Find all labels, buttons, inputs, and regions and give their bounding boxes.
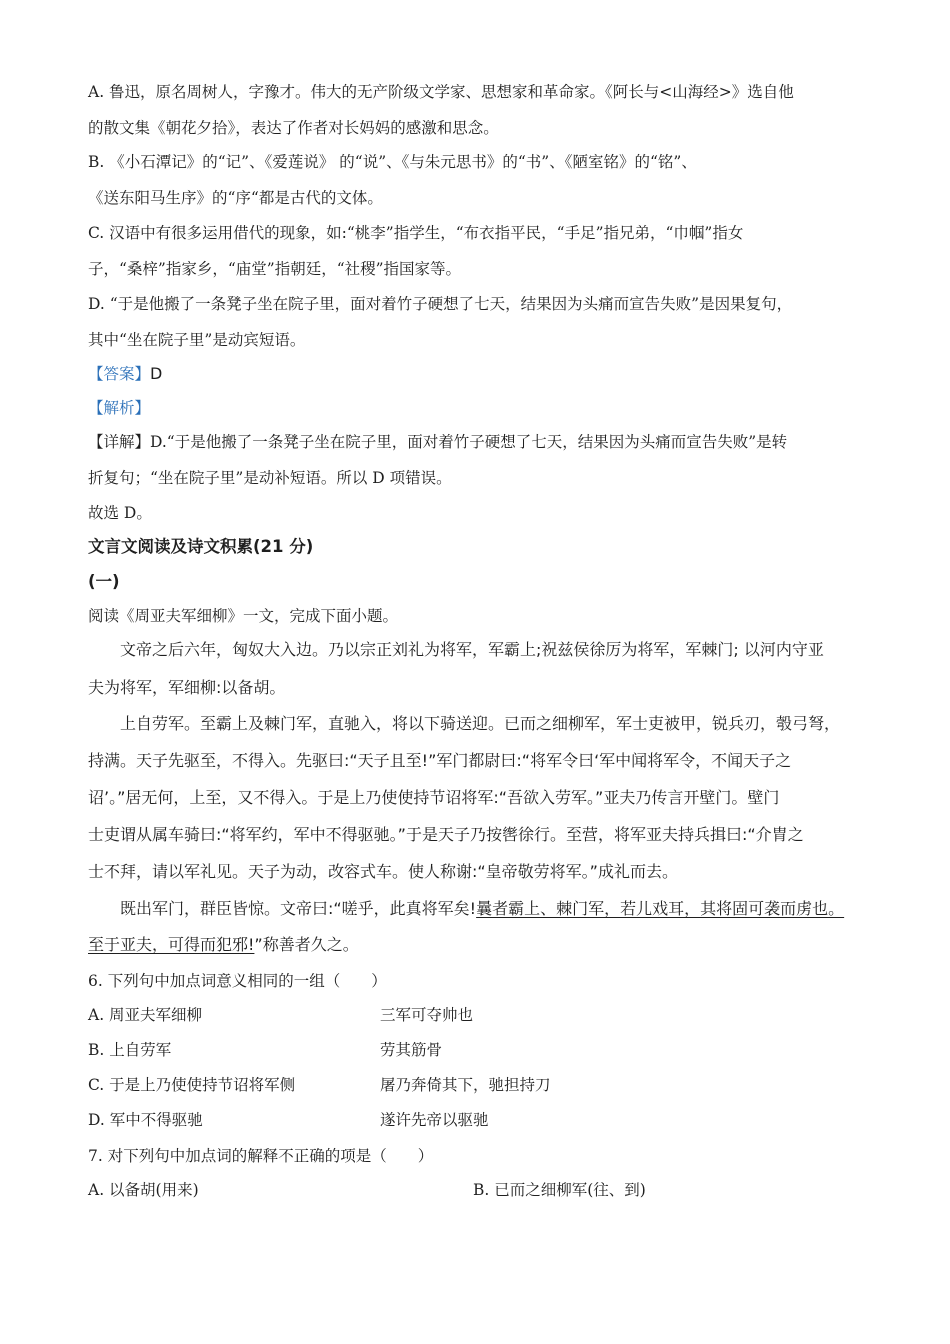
passage-p1-line2: 夫为将军，军细柳:以备胡。 [88, 678, 286, 697]
q6-option-a-right: 三军可夺帅也 [380, 1006, 474, 1024]
option-d-line1: D. “于是他搬了一条凳子坐在院子里，面对着竹子硬想了七天，结果因为头痛而宣告失败”是因果复句， [88, 295, 793, 313]
option-c-line1: C. 汉语中有很多运用借代的现象，如:“桃李”指学生，“布衣指平民，“手足”指兄弟，“巾帼”指女 [88, 224, 744, 242]
q6-option-a-left: A. 周亚夫军细柳 [88, 1006, 203, 1024]
passage-p2-line1: 上自劳军。至霸上及棘门军，直驰入，将以下骑送迎。已而之细柳军，军士吏被甲，锐兵刃，彀弓弩， [120, 714, 841, 733]
passage-p2-line4: 士吏谓从属车骑曰:“将军约，军中不得驱驰。”于是天子乃按辔徐行。至营，将军亚夫持兵揖曰:“介胄之 [88, 825, 804, 844]
passage-underlined-sentence-end: 至于亚夫，可得而犯邪! [88, 935, 255, 954]
option-b-line2: 《送东阳马生序》的“序“都是古代的文体。 [88, 189, 383, 207]
passage-p3-line2 [88, 935, 359, 955]
answer-tag: 【答案】 [88, 365, 151, 383]
answer-value: D [150, 364, 163, 383]
detail-line1: 【详解】D.“于是他搬了一条凳子坐在院子里，面对着竹子硬想了七天，结果因为头痛而宣告失败”是转 [88, 433, 788, 451]
answer-line [88, 364, 162, 384]
q7-option-a: A. 以备胡(用来) [88, 1181, 199, 1199]
passage-p1-line1: 文帝之后六年，匈奴大入边。乃以宗正刘礼为将军，军霸上;祝兹侯徐厉为将军，军棘门; 以河内守亚 [120, 640, 824, 659]
option-b-line1: B. 《小石潭记》的“记”、《爱莲说》 的“说”、《与朱元思书》的“书”、《陋室铭》的“铭”、 [88, 153, 697, 171]
section-title: 文言文阅读及诗文积累(21 分) [88, 537, 314, 556]
q6-stem: 6. 下列句中加点词意义相同的一组（ ） [88, 972, 387, 990]
section-instruction: 阅读《周亚夫军细柳》一文，完成下面小题。 [88, 607, 399, 625]
q6-option-c-left: C. 于是上乃使使持节诏将军侧 [88, 1076, 296, 1094]
q6-option-c-right: 屠乃奔倚其下，驰担持刀 [380, 1076, 551, 1094]
section-part: (一) [88, 572, 120, 591]
q7-stem: 7. 对下列句中加点词的解释不正确的项是（ ） [88, 1147, 434, 1165]
q6-option-d-left: D. 军中不得驱驰 [88, 1111, 203, 1129]
option-d-line2: 其中“坐在院子里”是动宾短语。 [88, 331, 306, 349]
passage-p2-line3: 诏’。”居无何，上至，又不得入。于是上乃使使持节诏将军:“吾欲入劳军。”亚夫乃传言开壁门。壁门 [88, 788, 780, 807]
option-a-line2: 的散文集《朝花夕拾》，表达了作者对长妈妈的感激和思念。 [88, 119, 499, 137]
q6-option-b-left: B. 上自劳军 [88, 1041, 172, 1059]
passage-p3-text: 既出军门，群臣皆惊。文帝曰:“嗟乎，此真将军矣! [120, 899, 477, 918]
passage-p3-tail: ”称善者久之。 [254, 935, 359, 954]
passage-p2-line2: 持满。天子先驱至，不得入。先驱曰:“天子且至!”军门都尉曰:“将军令曰‘军中闻将军令，不闻天子之 [88, 751, 792, 770]
detail-line2: 折复句；“坐在院子里”是动补短语。所以 D 项错误。 [88, 469, 452, 487]
analysis-tag: 【解析】 [88, 399, 151, 417]
detail-line3: 故选 D。 [88, 504, 152, 522]
option-a-line1: A. 鲁迅，原名周树人，字豫才。伟大的无产阶级文学家、思想家和革命家。《阿长与<山海经>》选自他 [88, 83, 794, 101]
passage-underlined-sentence: 曩者霸上、棘门军，若儿戏耳，其将固可袭而虏也。 [476, 899, 845, 918]
passage-p3-line1 [120, 899, 844, 919]
q6-option-d-right: 遂许先帝以驱驰 [380, 1111, 489, 1129]
q7-option-b: B. 已而之细柳军(往、到) [473, 1181, 646, 1199]
passage-p2-line5: 士不拜，请以军礼见。天子为动，改容式车。使人称谢:“皇帝敬劳将军。”成礼而去。 [88, 862, 678, 881]
q6-option-b-right: 劳其筋骨 [380, 1041, 443, 1059]
option-c-line2: 子，“桑梓”指家乡，“庙堂”指朝廷，“社稷”指国家等。 [88, 260, 462, 278]
